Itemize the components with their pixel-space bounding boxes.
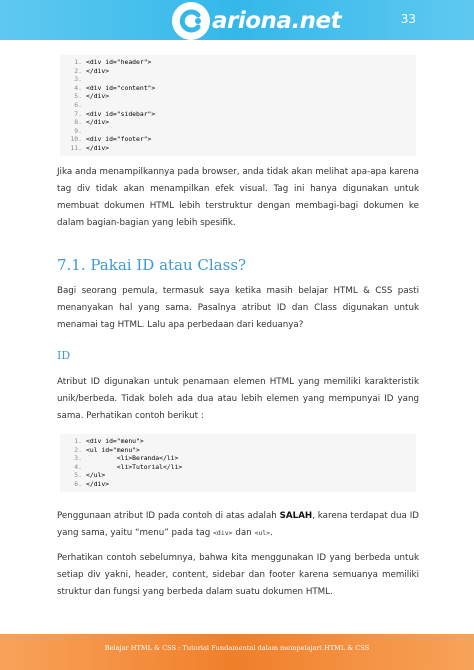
code-line <box>68 101 416 110</box>
paragraph-4-text-3: dan <box>232 528 255 538</box>
code-line <box>68 454 416 463</box>
code-line <box>68 84 416 93</box>
line-number: 7. <box>74 109 82 118</box>
code-line <box>68 75 416 84</box>
code-text: <li>Tutorial</li> <box>86 462 183 471</box>
line-number: 2. <box>74 66 82 75</box>
site-logo <box>172 2 341 40</box>
line-number: 3. <box>74 75 82 84</box>
line-number: 2. <box>74 445 82 454</box>
line-number: 9. <box>74 126 82 135</box>
paragraph-5: Perhatikan contoh sebelumnya, bahwa kita menggunakan ID yang berbeda untuk setiap div yakni, header, content, sidebar dan footer karena semuanya memiliki struktur dan fungsi yang berbeda dalam suatu dokumen HTML. <box>57 553 419 597</box>
code-block-2 <box>60 434 416 492</box>
code-line <box>68 127 416 136</box>
line-number: 10. <box>70 135 82 144</box>
code-line <box>68 446 416 455</box>
paragraph-4 <box>57 508 419 542</box>
code-text: </div> <box>86 143 110 152</box>
code-text: <li>Beranda</li> <box>86 454 179 463</box>
line-number: 6. <box>74 479 82 488</box>
code-line <box>68 67 416 76</box>
line-number: 5. <box>74 92 82 101</box>
paragraph-1: Jika anda menampilkannya pada browser, anda tidak akan melihat apa-apa karena tag div tidak akan menampilkan efek visual. Tag ini hanya digunakan untuk membuat dokumen HTML lebih terstruktur dengan membagi-bagi dokumen ke dalam bagian-bagian yang lebih spesifik. <box>57 167 419 228</box>
inline-code-ul: <ul> <box>254 529 271 537</box>
logo-text: ariona.net <box>212 8 342 34</box>
paragraph-3: Atribut ID digunakan untuk penamaan elemen HTML yang memiliki karakteristik unik/berbeda. Tidak boleh ada dua atau lebih elemen yang mempunyai ID yang sama. Perhatikan contoh berikut : <box>57 377 419 421</box>
line-number: 11. <box>70 143 82 152</box>
code-line <box>68 144 416 153</box>
subheading-id: ID <box>57 349 71 362</box>
code-line <box>68 471 416 480</box>
inline-code-div: <div> <box>213 529 233 537</box>
code-text: </ul> <box>86 471 106 480</box>
code-text: <ul id="menu"> <box>86 445 140 454</box>
paragraph-4-text-2: , karena terdapat dua ID yang sama, yaitu “menu” pada tag <box>57 511 419 538</box>
line-number: 1. <box>74 437 82 445</box>
line-number: 5. <box>74 471 82 480</box>
code-block-1 <box>60 55 416 156</box>
code-line <box>68 463 416 472</box>
code-text: <div id="sidebar"> <box>86 109 156 118</box>
code-text: <div id="menu"> <box>86 437 144 445</box>
code-line <box>68 437 416 446</box>
code-text: <div id="footer"> <box>86 135 152 144</box>
code-text: </div> <box>86 118 110 127</box>
line-number: 6. <box>74 100 82 109</box>
paragraph-4-bold: SALAH <box>279 511 313 521</box>
code-line <box>68 110 416 119</box>
line-number: 8. <box>74 118 82 127</box>
line-number: 3. <box>74 454 82 463</box>
code-line <box>68 480 416 489</box>
page-number: 33 <box>400 12 416 26</box>
line-number: 1. <box>74 58 82 66</box>
paragraph-4-text-1: Penggunaan atribut ID pada contoh di atas adalah <box>57 511 280 521</box>
section-heading: 7.1. Pakai ID atau Class? <box>57 256 247 274</box>
code-line <box>68 92 416 101</box>
code-line <box>68 135 416 144</box>
page-footer <box>0 634 474 670</box>
code-text: </div> <box>86 479 110 488</box>
code-text: </div> <box>86 92 110 101</box>
code-text: <div id="header"> <box>86 58 152 66</box>
paragraph-4-text-4: . <box>270 528 273 538</box>
code-line <box>68 58 416 67</box>
footer-text: Belajar HTML & CSS : Tutorial Fundamental dalam mempelajari HTML & CSS <box>104 644 370 652</box>
code-line <box>68 118 416 127</box>
line-number: 4. <box>74 83 82 92</box>
page-header <box>0 0 474 40</box>
logo-icon <box>172 2 210 40</box>
code-text: </div> <box>86 66 110 75</box>
paragraph-2: Bagi seorang pemula, termasuk saya ketika masih belajar HTML & CSS pasti menanyakan hal yang sama. Pasalnya atribut ID dan Class digunakan untuk menamai tag HTML. Lalu apa perbedaan dari keduanya? <box>57 286 419 330</box>
line-number: 4. <box>74 462 82 471</box>
code-text: <div id="content"> <box>86 83 156 92</box>
